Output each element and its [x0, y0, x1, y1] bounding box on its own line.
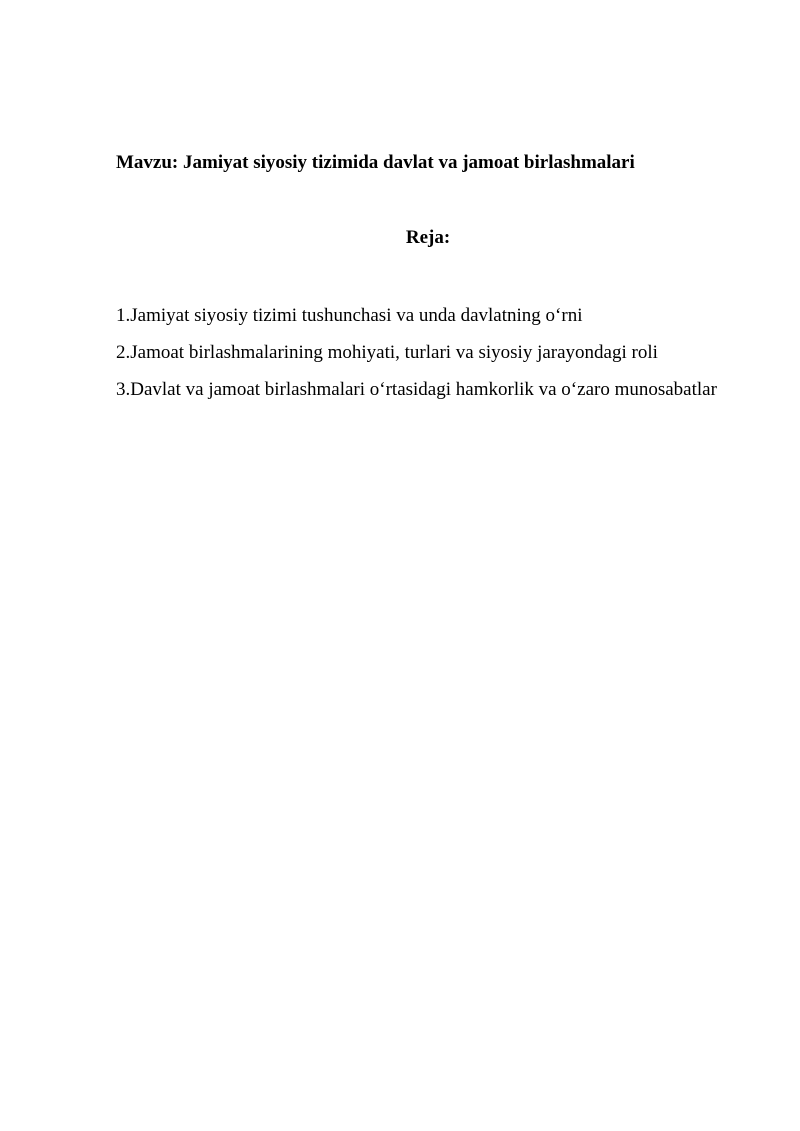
- plan-item: 3.Davlat va jamoat birlashmalari o‘rtasidagi hamkorlik va o‘zaro munosabatlar: [116, 379, 717, 400]
- plan-item: 1.Jamiyat siyosiy tizimi tushunchasi va unda davlatning o‘rni: [116, 305, 583, 326]
- page-title: Mavzu: Jamiyat siyosiy tizimida davlat va jamoat birlashmalari: [116, 152, 635, 173]
- plan-list: [116, 297, 736, 408]
- plan-heading: Reja:: [405, 227, 451, 248]
- plan-item: 2.Jamoat birlashmalarining mohiyati, turlari va siyosiy jarayondagi roli: [116, 342, 658, 363]
